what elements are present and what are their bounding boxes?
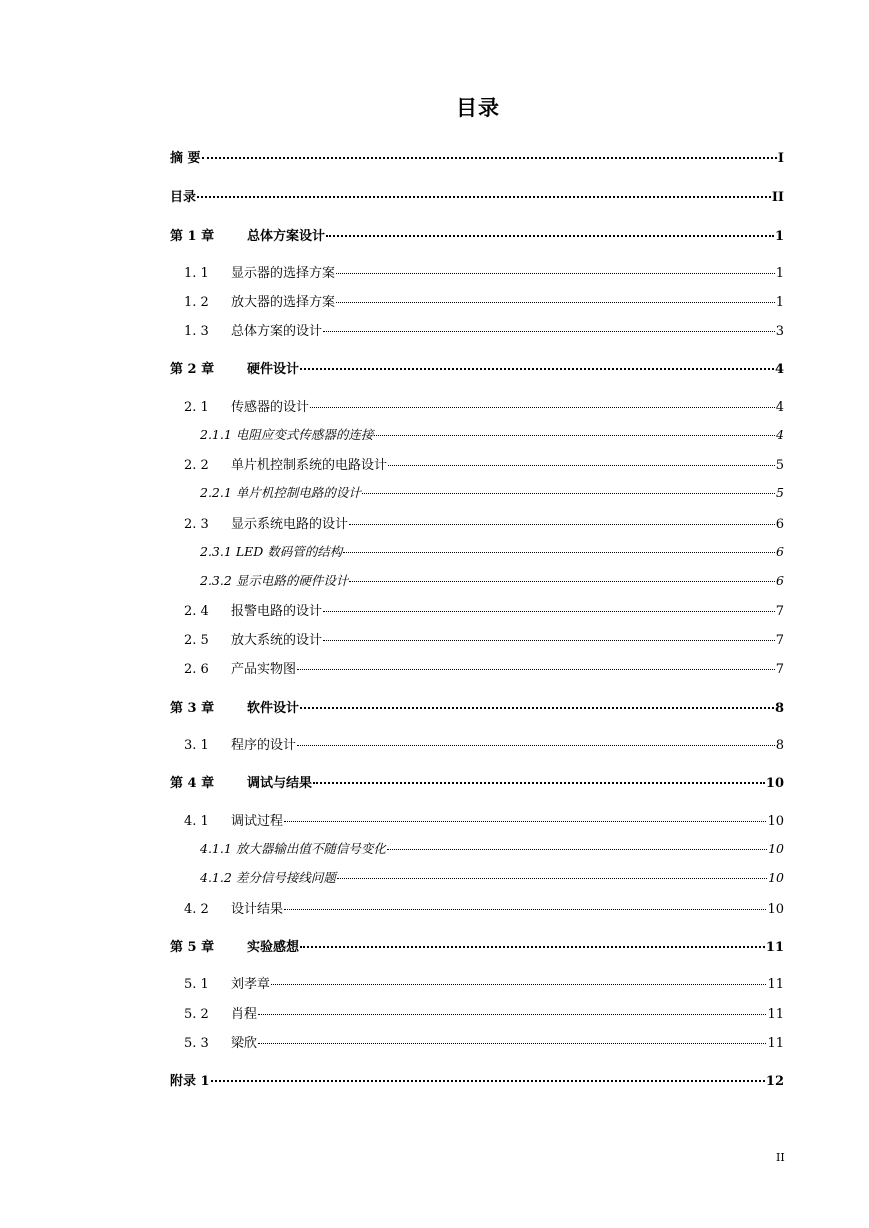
toc-entry-number: 5. 3 <box>184 1036 209 1051</box>
toc-entry-number: 2.1.1 <box>200 427 232 442</box>
dot-leader <box>300 946 765 948</box>
toc-entry-page: 11 <box>767 1007 784 1022</box>
toc-entry-number: 2. 5 <box>184 633 209 648</box>
toc-entry[interactable] <box>170 186 784 206</box>
toc-entry-label: 单片机控制电路的设计 <box>235 485 361 500</box>
toc-entry-number: 第 2 章 <box>170 362 215 377</box>
toc-entry-page: 5 <box>776 485 784 500</box>
toc-entry-page: 1 <box>774 229 784 244</box>
toc-entry-label: 调试过程 <box>231 814 284 829</box>
toc-entry[interactable] <box>170 147 784 167</box>
toc-entry-page: 8 <box>774 701 784 716</box>
toc-entry-label: 显示电路的硬件设计 <box>235 573 349 588</box>
toc-entry[interactable] <box>170 734 784 754</box>
toc-entry-label: 目录 <box>170 190 197 205</box>
dot-leader <box>336 302 775 303</box>
dot-leader <box>300 707 774 709</box>
dot-leader <box>374 435 775 436</box>
toc-entry-label: LED 数码管的结构 <box>235 544 343 559</box>
toc-entry-page: 6 <box>776 544 784 559</box>
toc-entry-label: 硬件设计 <box>247 362 300 377</box>
toc-entry[interactable] <box>170 936 784 956</box>
toc-entry[interactable] <box>170 1070 784 1090</box>
toc-entry-page: 6 <box>775 517 784 532</box>
toc-entry[interactable] <box>170 600 784 620</box>
toc-entry-page: 1 <box>775 295 784 310</box>
toc-entry-label: 调试与结果 <box>247 776 313 791</box>
toc-entry-number: 1. 2 <box>184 295 209 310</box>
dot-leader <box>310 407 775 408</box>
dot-leader <box>343 552 775 553</box>
dot-leader <box>362 493 775 494</box>
toc-entry-number: 第 3 章 <box>170 701 215 716</box>
toc-entry[interactable] <box>170 320 784 340</box>
toc-entry-page: 1 <box>775 266 784 281</box>
toc-entry-label: 软件设计 <box>247 701 300 716</box>
toc-entry-page: 11 <box>767 1036 784 1051</box>
toc-entry[interactable] <box>170 697 784 717</box>
toc-entry-number: 2. 1 <box>184 400 209 415</box>
toc-entry[interactable] <box>170 868 784 888</box>
toc-entry[interactable] <box>170 571 784 591</box>
dot-leader <box>323 640 775 641</box>
toc-entry-number: 第 4 章 <box>170 776 215 791</box>
toc-entry[interactable] <box>170 1003 784 1023</box>
toc-entry-label: 电阻应变式传感器的连接 <box>235 427 374 442</box>
toc-entry-page: 10 <box>767 902 784 917</box>
footer-page-number: II <box>776 1151 785 1164</box>
toc-entry[interactable] <box>170 291 784 311</box>
toc-entry-number: 2. 4 <box>184 604 209 619</box>
toc-entry[interactable] <box>170 1032 784 1052</box>
toc-entry-number: 2. 2 <box>184 458 209 473</box>
toc-entry-label: 摘 要 <box>170 151 201 166</box>
toc-entry-page: 5 <box>775 458 784 473</box>
dot-leader <box>323 611 775 612</box>
toc-entry[interactable] <box>170 658 784 678</box>
toc-entry-label: 附录 1 <box>170 1074 210 1089</box>
dot-leader <box>297 669 775 670</box>
toc-entry-page: 10 <box>768 870 784 885</box>
toc-entry-label: 刘孝章 <box>231 977 271 992</box>
toc-entry-page: 4 <box>774 362 784 377</box>
toc-entry[interactable] <box>170 225 784 245</box>
dot-leader <box>300 368 774 370</box>
dot-leader <box>337 878 767 879</box>
toc-entry-label: 显示系统电路的设计 <box>231 517 349 532</box>
toc-entry-label: 总体方案设计 <box>247 229 326 244</box>
toc-entry-number: 4. 2 <box>184 902 209 917</box>
toc-entry-label: 肖程 <box>231 1007 258 1022</box>
toc-entry-page: 10 <box>767 814 784 829</box>
toc-entry-number: 3. 1 <box>184 738 209 753</box>
dot-leader <box>211 1080 765 1082</box>
toc-entry-number: 2. 6 <box>184 662 209 677</box>
toc-entry-number: 4.1.2 <box>200 870 232 885</box>
toc-entry-number: 第 1 章 <box>170 229 215 244</box>
dot-leader <box>284 821 766 822</box>
toc-entry-page: 8 <box>775 738 784 753</box>
toc-entry-label: 实验感想 <box>247 940 300 955</box>
toc-entry-page: 6 <box>776 573 784 588</box>
dot-leader <box>326 235 774 237</box>
toc-entry-page: 7 <box>775 662 784 677</box>
toc-entry[interactable] <box>170 454 784 474</box>
toc-entry[interactable] <box>170 772 784 792</box>
toc-entry-label: 放大系统的设计 <box>231 633 323 648</box>
dot-leader <box>387 849 767 850</box>
toc-entry-page: 7 <box>775 633 784 648</box>
toc-entry[interactable] <box>170 425 784 445</box>
dot-leader <box>349 524 775 525</box>
toc-entry[interactable] <box>170 483 784 503</box>
toc-entry-number: 4. 1 <box>184 814 209 829</box>
toc-entry[interactable] <box>170 973 784 993</box>
toc-entry-number: 2.2.1 <box>200 485 232 500</box>
toc-entry-number: 5. 1 <box>184 977 209 992</box>
toc-entry-label: 产品实物图 <box>231 662 297 677</box>
toc-entry[interactable] <box>170 629 784 649</box>
toc-entry-label: 传感器的设计 <box>231 400 310 415</box>
toc-entry[interactable] <box>170 839 784 859</box>
toc-entry-number: 1. 1 <box>184 266 209 281</box>
toc-entry[interactable] <box>170 898 784 918</box>
page-title: 目录 <box>456 96 500 120</box>
toc-entry-page: 4 <box>775 400 784 415</box>
toc-entry[interactable] <box>170 396 784 416</box>
dot-leader <box>258 1043 766 1044</box>
toc-entry-label: 报警电路的设计 <box>231 604 323 619</box>
toc-entry-number: 4.1.1 <box>200 841 232 856</box>
toc-entry-label: 程序的设计 <box>231 738 297 753</box>
dot-leader <box>258 1014 766 1015</box>
toc-entry-number: 1. 3 <box>184 324 209 339</box>
toc-entry-label: 梁欣 <box>231 1036 258 1051</box>
toc-entry[interactable] <box>170 810 784 830</box>
dot-leader <box>271 984 766 985</box>
toc-entry-page: 7 <box>775 604 784 619</box>
toc-entry-page: 11 <box>767 977 784 992</box>
toc-entry-page: 3 <box>775 324 784 339</box>
dot-leader <box>336 273 775 274</box>
toc-entry-number: 第 5 章 <box>170 940 215 955</box>
toc-entry-number: 2. 3 <box>184 517 209 532</box>
dot-leader <box>388 465 775 466</box>
dot-leader <box>197 196 771 198</box>
toc-entry-page: 10 <box>765 776 784 791</box>
toc-entry-page: 12 <box>765 1074 784 1089</box>
toc-entry[interactable] <box>170 358 784 378</box>
toc-entry-label: 放大器输出值不随信号变化 <box>235 841 386 856</box>
toc-entry-number: 5. 2 <box>184 1007 209 1022</box>
toc-entry[interactable] <box>170 513 784 533</box>
toc-entry-label: 放大器的选择方案 <box>231 295 336 310</box>
dot-leader <box>323 331 775 332</box>
toc-entry[interactable] <box>170 542 784 562</box>
toc-entry-number: 2.3.1 <box>200 544 232 559</box>
toc-entry[interactable] <box>170 262 784 282</box>
dot-leader <box>202 157 777 159</box>
toc-entry-label: 差分信号接线问题 <box>235 870 336 885</box>
dot-leader <box>313 782 765 784</box>
toc-entry-page: II <box>771 190 784 205</box>
toc-entry-label: 显示器的选择方案 <box>231 266 336 281</box>
dot-leader <box>284 909 766 910</box>
dot-leader <box>297 745 775 746</box>
toc-entry-page: 11 <box>765 940 784 955</box>
toc-entry-label: 总体方案的设计 <box>231 324 323 339</box>
dot-leader <box>349 581 775 582</box>
toc-entry-label: 设计结果 <box>231 902 284 917</box>
toc-entry-label: 单片机控制系统的电路设计 <box>231 458 388 473</box>
toc-entry-page: 4 <box>776 427 784 442</box>
toc-entry-number: 2.3.2 <box>200 573 232 588</box>
toc-entry-page: 10 <box>768 841 784 856</box>
toc-entry-page: I <box>777 151 784 166</box>
